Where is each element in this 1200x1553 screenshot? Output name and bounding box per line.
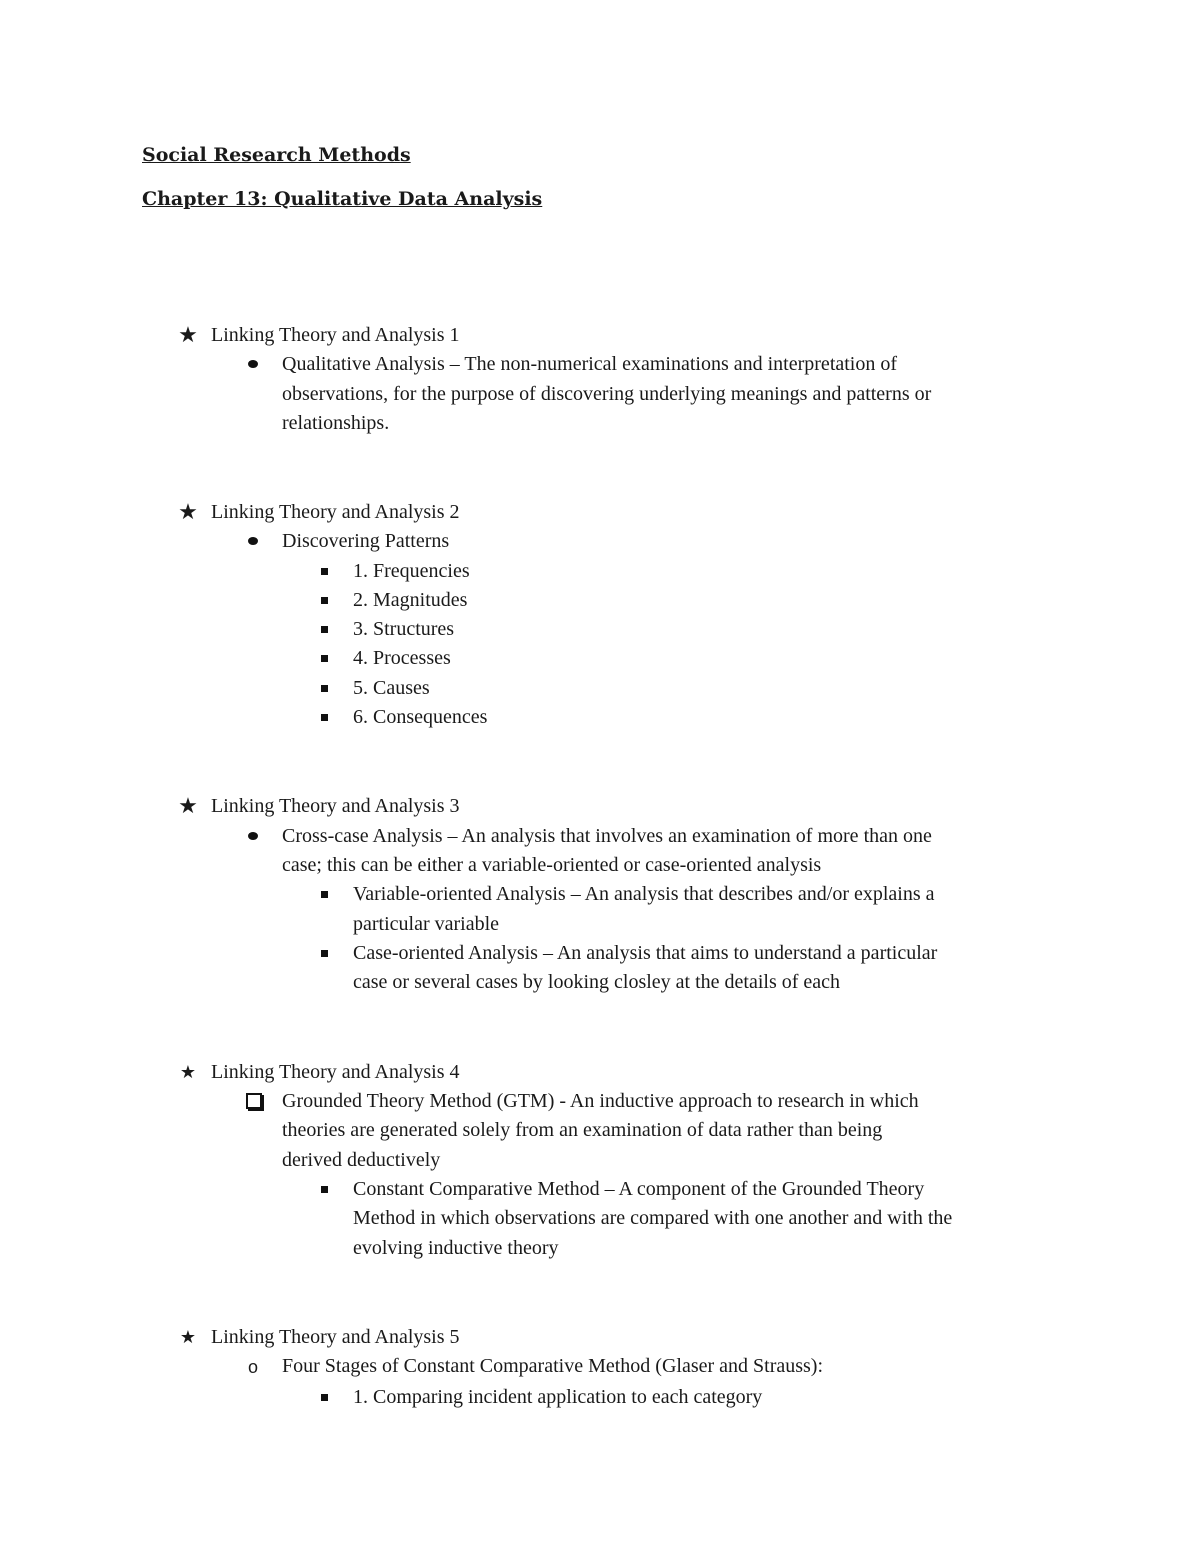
square-bullet-icon [316,644,332,674]
definition-line: case or several cases by looking closley at the details of each [353,971,841,993]
list-item: 1. Frequencies [353,560,470,582]
star-bullet-icon: ★ [179,1327,197,1348]
star-bullet-icon: ★ [178,323,198,348]
round-bullet-icon [245,822,261,852]
chapter-title: Chapter 13: Qualitative Data Analysis [142,188,543,210]
square-bullet-icon [316,703,332,733]
definition-line: theories are generated solely from an examination of data rather than being [282,1119,883,1141]
star-bullet-icon: ★ [178,500,198,525]
square-bullet-icon [316,674,332,704]
definition-line: Grounded Theory Method (GTM) - An inductive approach to research in which [282,1090,919,1112]
list-item: 5. Causes [353,677,430,699]
sub-item: Discovering Patterns [282,530,450,552]
square-bullet-icon [316,586,332,616]
definition-line: observations, for the purpose of discovering underlying meanings and patterns or [282,383,932,405]
list-item: 4. Processes [353,647,451,669]
square-bullet-icon [316,880,332,910]
definition-line: derived deductively [282,1149,441,1171]
list-item: 6. Consequences [353,706,488,728]
section-heading-2: Linking Theory and Analysis 2 [211,501,460,523]
definition-line: Method in which observations are compared with one another and with the [353,1207,953,1229]
star-bullet-icon: ★ [179,1062,197,1083]
definition-line: relationships. [282,412,390,434]
round-bullet-icon [245,350,261,380]
definition-line: Constant Comparative Method – A component of the Grounded Theory [353,1178,925,1200]
definition-line: evolving inductive theory [353,1237,559,1259]
definition-line: particular variable [353,913,500,935]
section-heading-5: Linking Theory and Analysis 5 [211,1326,460,1348]
round-bullet-icon [245,527,261,557]
square-bullet-icon [316,1175,332,1205]
section-heading-1: Linking Theory and Analysis 1 [211,324,460,346]
hollow-circle-bullet-icon [245,1352,261,1383]
square-bullet-icon [316,557,332,587]
section-heading-3: Linking Theory and Analysis 3 [211,795,460,817]
definition-line: Cross-case Analysis – An analysis that involves an examination of more than one [282,825,932,847]
square-bullet-icon [316,1383,332,1413]
square-bullet-icon [316,939,332,969]
definition-line: Variable-oriented Analysis – An analysis that describes and/or explains a [353,883,935,905]
definition-line: Four Stages of Constant Comparative Method (Glaser and Strauss): [282,1355,824,1377]
definition-line: Qualitative Analysis – The non-numerical examinations and interpretation of [282,353,898,375]
star-bullet-icon: ★ [178,794,198,819]
checkbox-bullet-icon [245,1087,263,1117]
list-item: 1. Comparing incident application to each category [353,1386,763,1408]
square-bullet-icon [316,615,332,645]
section-heading-4: Linking Theory and Analysis 4 [211,1061,460,1083]
o-bullet-glyph: o [247,1357,258,1377]
document-title: Social Research Methods [142,144,411,166]
definition-line: Case-oriented Analysis – An analysis that aims to understand a particular [353,942,938,964]
list-item: 3. Structures [353,618,455,640]
list-item: 2. Magnitudes [353,589,468,611]
definition-line: case; this can be either a variable-oriented or case-oriented analysis [282,854,822,876]
